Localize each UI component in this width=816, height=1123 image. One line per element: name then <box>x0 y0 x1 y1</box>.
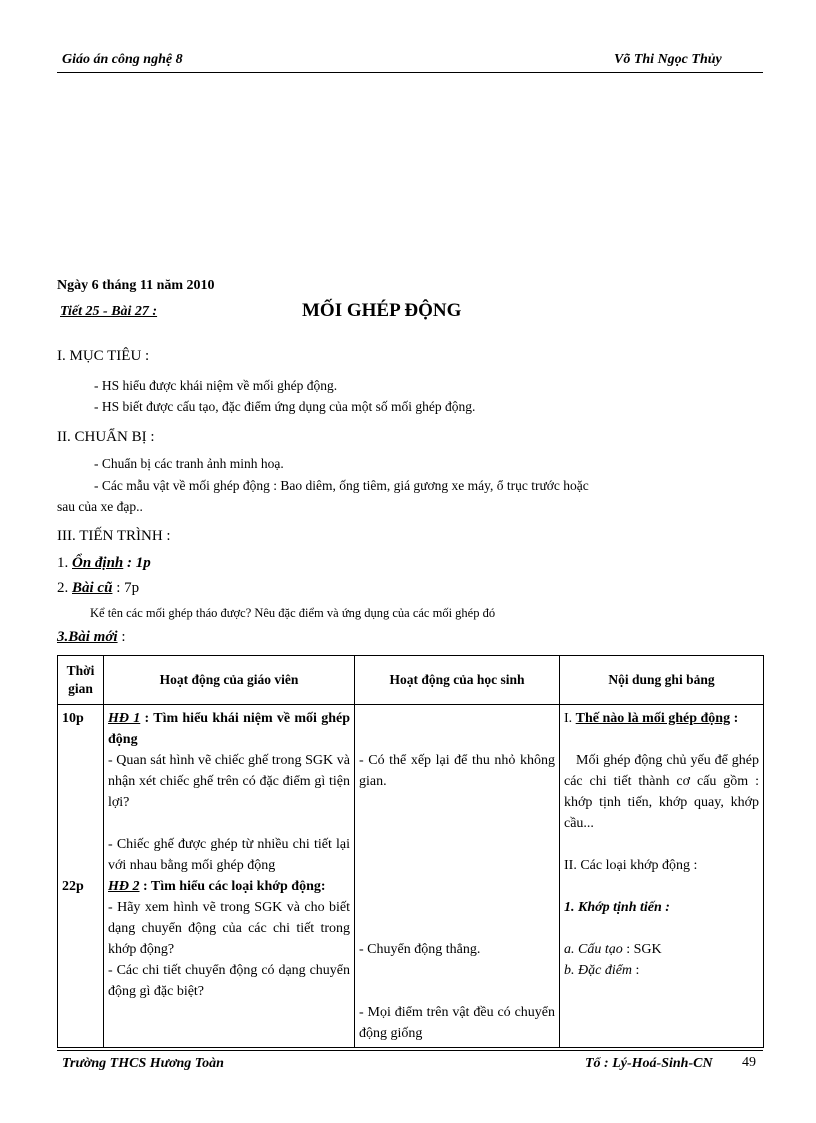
step-rest: : 1p <box>123 555 151 571</box>
board-item-a <box>564 939 759 960</box>
review-question: Kể tên các mối ghép tháo được? Nêu đặc điểm và ứng dụng của các mối ghép đó <box>90 606 496 620</box>
student-answer: - Mọi điểm trên vật đều có chuyển động giống <box>359 1005 555 1041</box>
step-rest: : 7p <box>112 580 140 596</box>
lesson-date: Ngày 6 tháng 11 năm 2010 <box>57 278 215 293</box>
board-item-b <box>564 960 759 981</box>
col-header-student: Hoạt động của học sinh <box>355 656 560 705</box>
step-label: 3.Bài mới <box>57 629 118 645</box>
step-label: Bài cũ <box>72 580 113 596</box>
preparation-item: sau của xe đạp.. <box>57 499 143 514</box>
item-rest: : SGK <box>622 942 662 957</box>
time-value: 22p <box>62 879 84 894</box>
header-right: Võ Thi Ngọc Thủy <box>614 52 722 67</box>
board-heading-3: 1. Khớp tịnh tiến : <box>564 900 670 915</box>
header-left: Giáo án công nghệ 8 <box>62 52 183 67</box>
board-cell <box>560 705 764 1048</box>
lesson-code: Tiết 25 - Bài 27 : <box>60 304 158 319</box>
time-value: 10p <box>62 711 84 726</box>
student-answer: - Có thể xếp lại để thu nhỏ không gian. <box>359 753 555 789</box>
footer-left: Trường THCS Hương Toàn <box>62 1056 224 1071</box>
footer-right: Tổ : Lý-Hoá-Sinh-CN <box>585 1056 713 1071</box>
heading-rest: : <box>730 711 739 726</box>
step-number: 1. <box>57 555 72 571</box>
teacher-step: - Chiếc ghế được ghép từ nhiều chi tiết lại với nhau bằng mối ghép động <box>108 837 350 873</box>
student-answer: - Chuyển động thẳng. <box>359 942 481 957</box>
step-review <box>57 580 139 597</box>
activity-title: : Tìm hiểu khái niệm về mối ghép động <box>108 711 350 747</box>
section-objectives: I. MỤC TIÊU : <box>57 348 150 364</box>
section-procedure: III. TIẾN TRÌNH : <box>57 528 171 544</box>
page-number: 49 <box>742 1055 756 1070</box>
board-text: Mối ghép động chủ yếu để ghép các chi tiết thành cơ cấu gồm : khớp tịnh tiến, khớp quay, khớp cầu... <box>564 753 759 831</box>
activity-label: HĐ 2 <box>108 879 140 894</box>
teacher-step: - Các chi tiết chuyển động có dạng chuyển động gì đặc biệt? <box>108 963 350 999</box>
step-new-lesson <box>57 629 125 646</box>
item-label: b. Đặc điểm <box>564 963 633 978</box>
teacher-step: - Quan sát hình vẽ chiếc ghế trong SGK và nhận xét chiếc ghế trên có đặc điểm gì tiện lợi? <box>108 753 350 810</box>
board-heading-1 <box>564 708 759 729</box>
heading-label: Thế nào là mối ghép động <box>575 711 731 726</box>
preparation-item: - Chuẩn bị các tranh ảnh minh hoạ. <box>94 456 284 471</box>
col-header-board: Nội dung ghi bảng <box>560 656 764 705</box>
footer-rule <box>57 1050 763 1051</box>
page-title: MỐI GHÉP ĐỘNG <box>302 300 462 321</box>
activity-title: : Tìm hiểu các loại khớp động: <box>139 879 326 894</box>
activity-2-heading <box>108 876 350 897</box>
step-stabilize <box>57 555 151 572</box>
board-heading-2: II. Các loại khớp động : <box>564 858 698 873</box>
lesson-table <box>57 655 764 1048</box>
activity-label: HĐ 1 <box>108 711 141 726</box>
header-rule <box>57 72 763 73</box>
item-rest: : <box>632 963 640 978</box>
student-cell <box>355 705 560 1048</box>
step-label: Ổn định <box>72 555 124 571</box>
col-header-time: Thời gian <box>58 656 104 705</box>
step-rest: : <box>117 629 126 645</box>
objective-item: - HS biết được cấu tạo, đặc điểm ứng dụng của một số mối ghép động. <box>94 399 476 414</box>
item-label: a. Cấu tạo <box>564 942 623 957</box>
col-header-teacher: Hoạt động của giáo viên <box>104 656 355 705</box>
heading-number: I. <box>564 711 576 726</box>
teacher-step: - Hãy xem hình vẽ trong SGK và cho biết dạng chuyển động của các chi tiết trong khớp động? <box>108 900 350 957</box>
activity-1-heading <box>108 708 350 750</box>
section-preparation: II. CHUẨN BỊ : <box>57 429 155 445</box>
objective-item: - HS hiểu được khái niệm về mối ghép động. <box>94 378 338 393</box>
teacher-cell <box>104 705 355 1048</box>
step-number: 2. <box>57 580 72 596</box>
preparation-item: - Các mẫu vật về mối ghép động : Bao diêm, ống tiêm, giá gương xe máy, ổ trục trước hoặc <box>94 478 589 493</box>
time-cell <box>58 705 104 1048</box>
table-header-row <box>58 656 764 705</box>
table-row <box>58 705 764 1048</box>
